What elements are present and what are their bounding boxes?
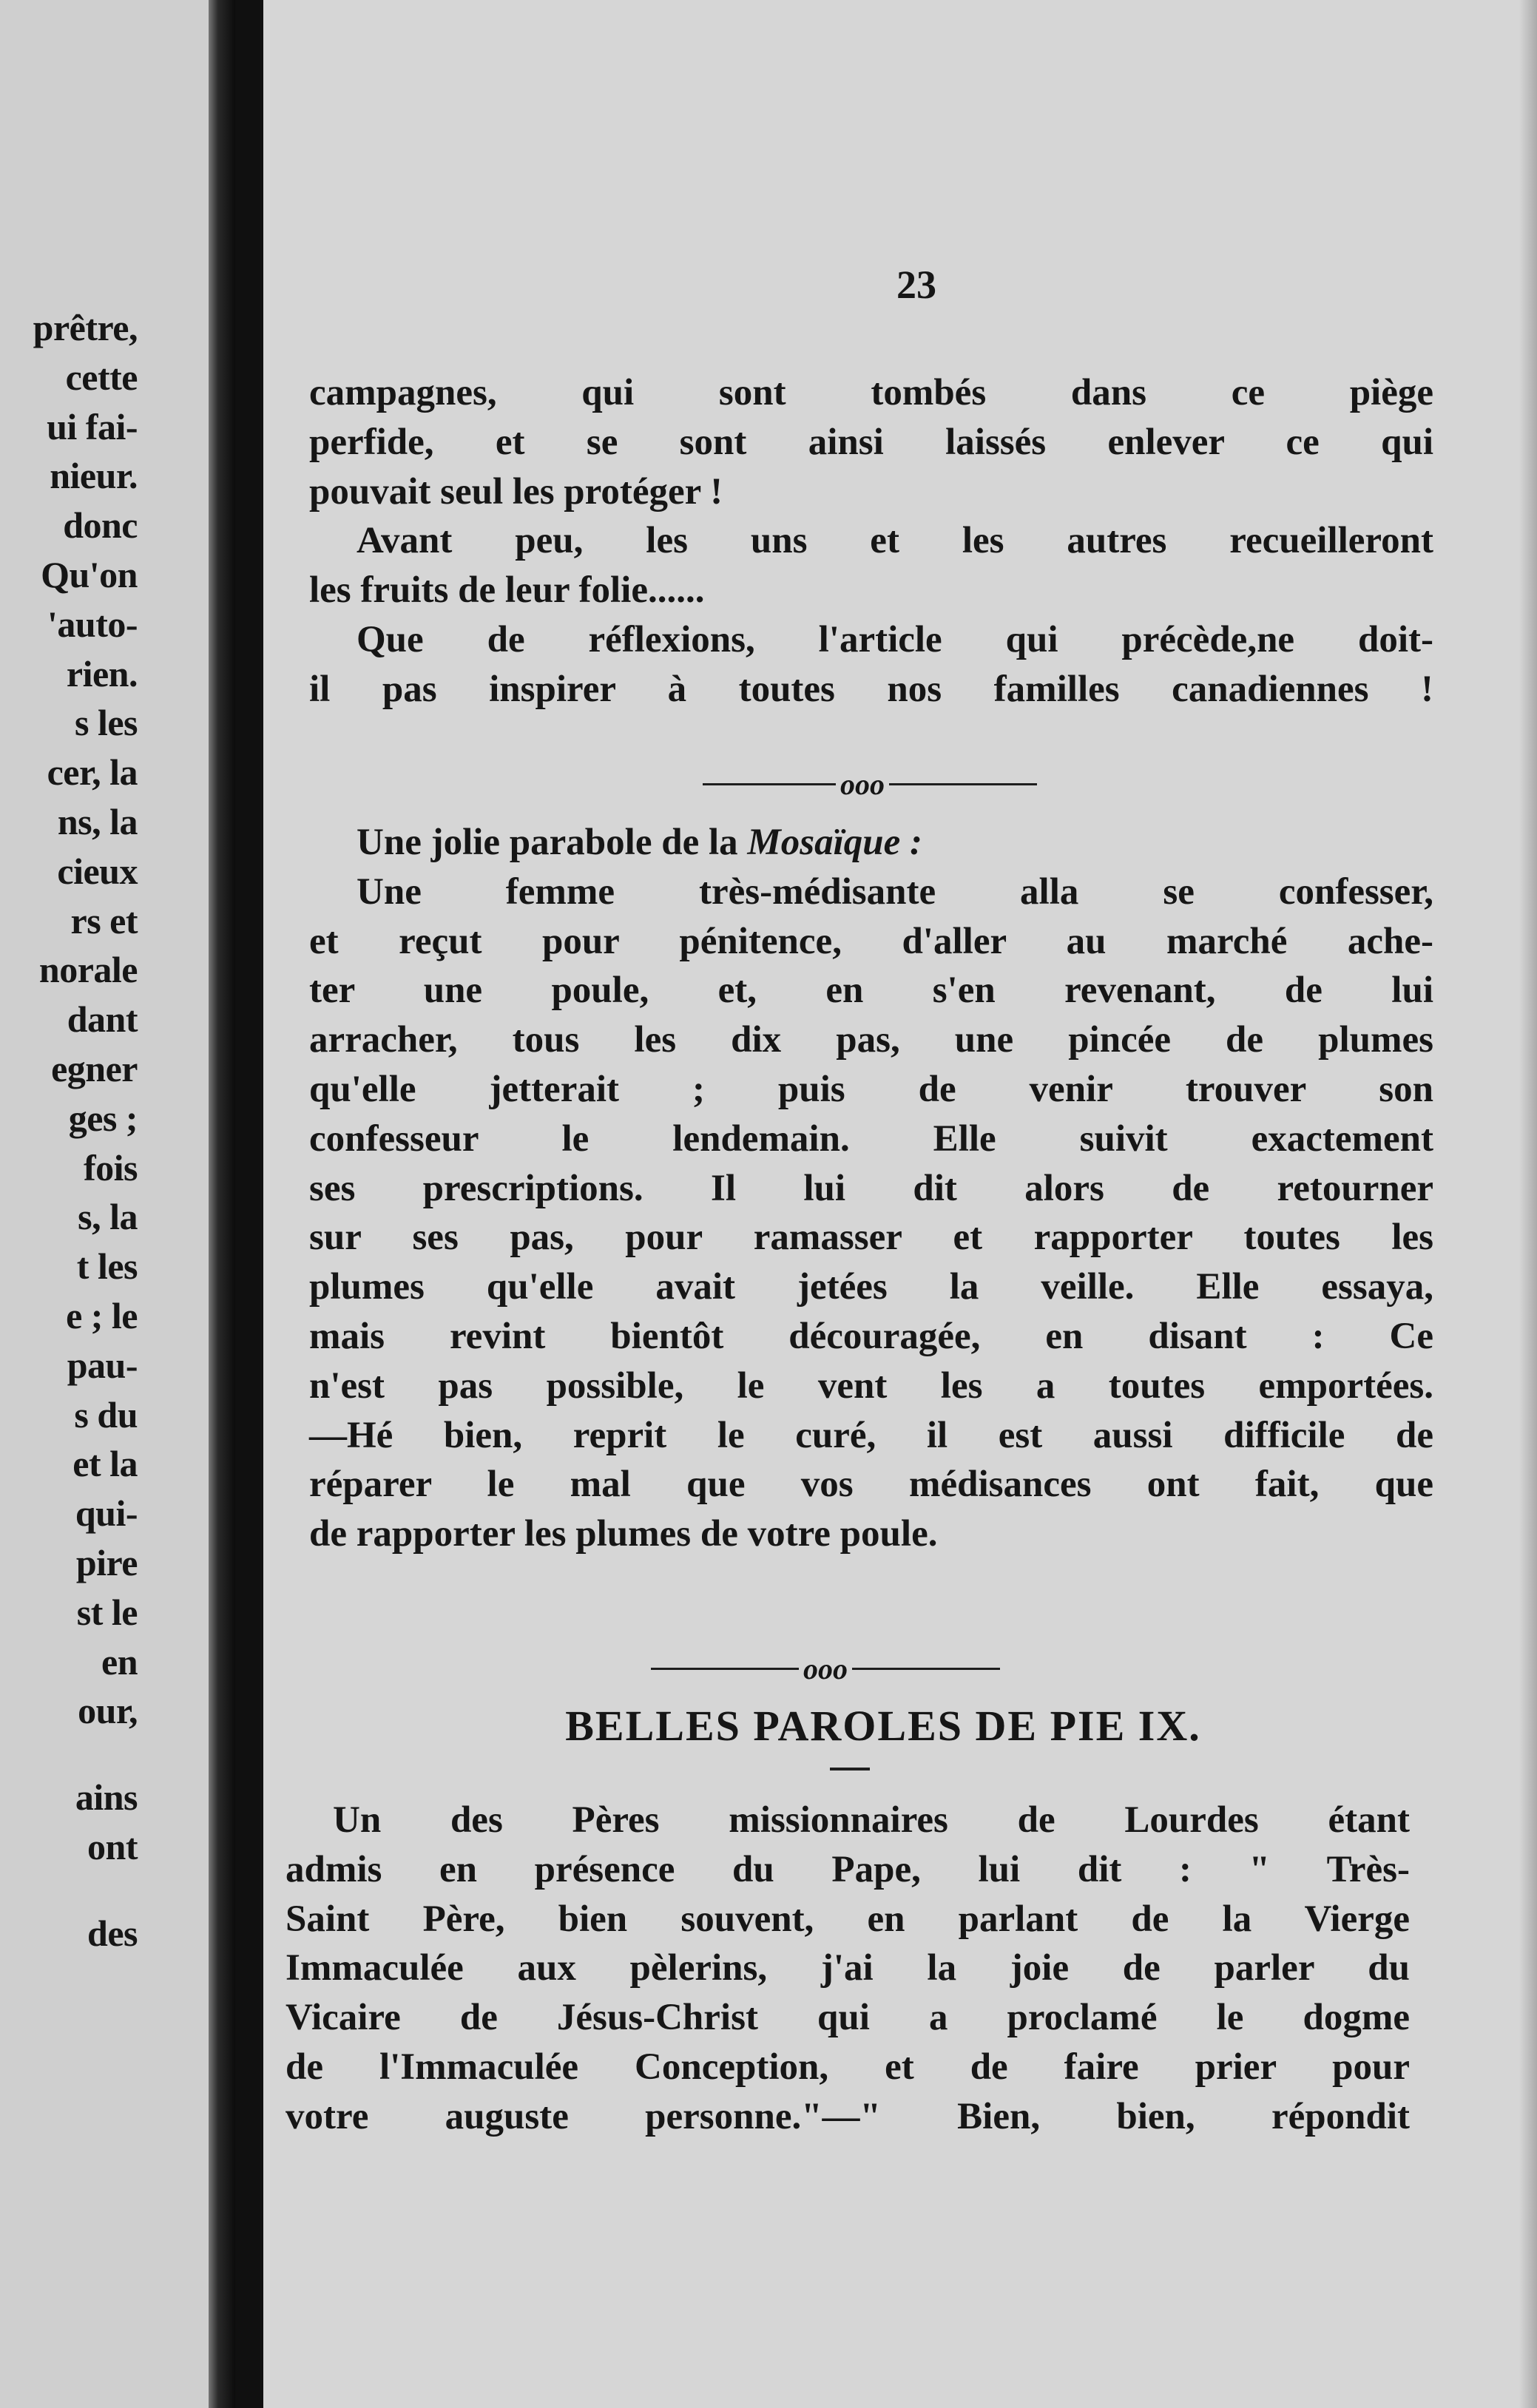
left-line: des (87, 1912, 138, 1954)
section-separator (618, 1646, 1033, 1691)
left-line: 'auto- (47, 603, 138, 645)
left-line: e ; le (66, 1294, 138, 1336)
current-page (263, 0, 1537, 2408)
left-line: en (101, 1640, 138, 1682)
left-line: cer, la (47, 751, 138, 794)
text-line: ter une poule, et, en s'en revenant, de lui (309, 970, 1433, 1012)
text-line: Que de réflexions, l'article qui précède,ne doit- (357, 618, 1433, 660)
left-line: donc (63, 504, 138, 547)
left-line: pire (75, 1541, 138, 1583)
text-line: confesseur le lendemain. Elle suivit exactement (309, 1117, 1433, 1160)
text-line: les fruits de leur folie...... (309, 569, 705, 612)
previous-page-fragment (0, 0, 209, 2408)
text-line: —Hé bien, reprit le curé, il est aussi difficile de (309, 1414, 1433, 1456)
left-line: our, (78, 1690, 138, 1732)
left-line: cette (65, 356, 138, 398)
text-line: réparer le mal que vos médisances ont fait, que (309, 1464, 1433, 1506)
text-line: de rapporter les plumes de votre poule. (309, 1513, 938, 1555)
text-line: plumes qu'elle avait jetées la veille. Elle essaya, (309, 1266, 1433, 1308)
left-line: s les (75, 702, 138, 744)
gutter-shadow (209, 0, 235, 2408)
text-line: votre auguste personne."—" Bien, bien, répondit (286, 2095, 1410, 2137)
text-line: Un des Pères missionnaires de Lourdes étant (333, 1799, 1410, 1841)
parable-paragraph (309, 818, 1433, 1559)
left-line: pau- (67, 1344, 138, 1386)
left-line: egner (51, 1047, 138, 1089)
text-line: il pas inspirer à toutes nos familles canadiennes ! (309, 668, 1433, 710)
text-line: arracher, tous les dix pas, une pincée de plumes (309, 1019, 1433, 1061)
pius-ix-paragraph (286, 1796, 1410, 2142)
previous-page-line-endings (0, 303, 209, 1958)
intro-text: Une jolie parabole de la (357, 822, 738, 863)
text-line: Avant peu, les uns et les autres recueilleront (357, 520, 1433, 562)
text-line: qu'elle jetterait ; puis de venir trouver son (309, 1068, 1433, 1110)
left-line-gap (0, 1872, 209, 1909)
left-line: s, la (78, 1196, 138, 1238)
text-line: Immaculée aux pèlerins, j'ai la joie de parler du (286, 1947, 1410, 1989)
left-line: fois (84, 1146, 138, 1188)
text-line: sur ses pas, pour ramasser et rapporter toutes les (309, 1217, 1433, 1259)
left-line: rs et (70, 899, 138, 941)
text-line: Saint Père, bien souvent, en parlant de la Vierge (286, 1898, 1410, 1940)
left-line: ains (75, 1776, 138, 1819)
text-line: mais revint bientôt découragée, en disant : Ce (309, 1315, 1433, 1357)
text-line: n'est pas possible, le vent les a toutes emportées. (309, 1364, 1433, 1407)
left-line: nieur. (50, 455, 138, 497)
left-line: norale (38, 949, 138, 991)
text-line: ses prescriptions. Il lui dit alors de retourner (309, 1167, 1433, 1209)
left-line: prêtre, (33, 307, 138, 348)
page-number: 23 (896, 263, 936, 307)
left-line: cieux (57, 850, 138, 892)
left-line: s du (74, 1393, 138, 1435)
left-line: ont (87, 1825, 138, 1867)
left-line: ui fai- (47, 405, 138, 447)
separator-mark: ooo (803, 1651, 848, 1685)
separator-mark: ooo (840, 767, 885, 801)
left-line: Qu'on (41, 553, 138, 595)
text-line: perfide, et se sont ainsi laissés enlever ce qui (309, 421, 1433, 463)
page-edge-shading (1519, 0, 1537, 2408)
text-line: et reçut pour pénitence, d'aller au marché ache- (309, 920, 1433, 962)
left-line: st le (76, 1591, 138, 1633)
text-line: pouvait seul les protéger ! (309, 470, 723, 513)
separator-rule (703, 783, 836, 785)
separator-rule (889, 783, 1037, 785)
parable-intro (309, 818, 1433, 868)
separator-rule (852, 1668, 1000, 1670)
left-line: rien. (66, 652, 138, 694)
text-line: campagnes, qui sont tombés dans ce piège (309, 372, 1433, 413)
text-line: Une femme très-médisante alla se confesser, (357, 870, 1433, 913)
text-line: admis en présence du Pape, lui dit : " Très- (286, 1848, 1410, 1890)
left-line: ns, la (57, 800, 138, 842)
intro-source: Mosaïque : (747, 822, 922, 863)
text-line: de l'Immaculée Conception, et de faire prier pour (286, 2046, 1410, 2088)
left-line: ges ; (68, 1097, 138, 1139)
left-line: et la (72, 1443, 138, 1485)
section-heading: BELLES PAROLES DE PIE IX. (565, 1702, 1201, 1750)
binding-gutter (235, 0, 263, 2408)
left-line: dant (67, 998, 138, 1041)
paragraph-continuation (309, 368, 1433, 714)
separator-rule (651, 1668, 799, 1670)
text-line: Vicaire de Jésus-Christ qui a proclamé le dogme (286, 1997, 1410, 2039)
section-separator (663, 762, 1077, 806)
left-line: t les (76, 1245, 138, 1288)
left-line-gap (0, 1736, 209, 1773)
heading-underline-dash (830, 1768, 870, 1771)
left-line: qui- (75, 1492, 138, 1535)
